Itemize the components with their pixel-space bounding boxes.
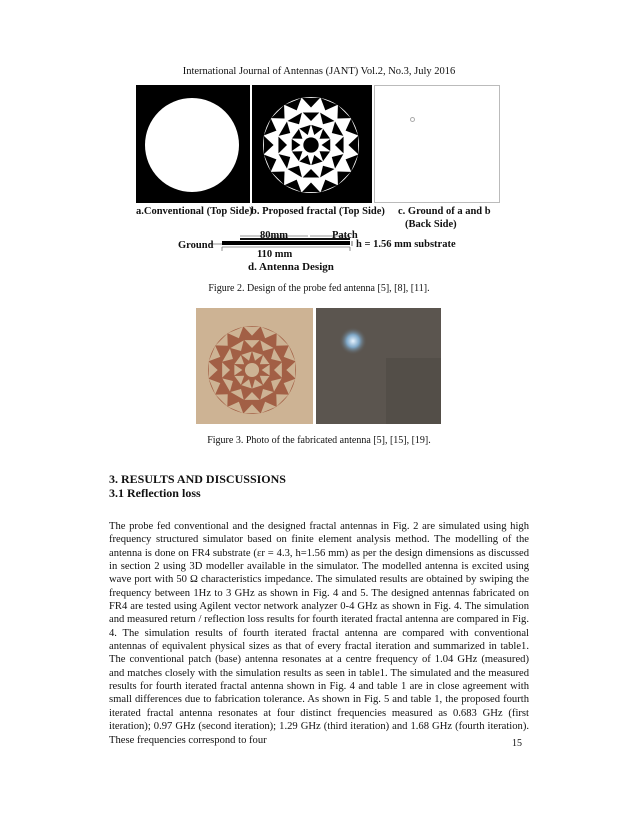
fractal-triangle [271, 105, 284, 118]
fractal-patch-graphic [252, 85, 372, 203]
panel-c-caption-line1: c. Ground of a and b [398, 206, 491, 217]
journal-header: International Journal of Antennas (JANT) Vol.2, No.3, July 2016 [182, 66, 456, 77]
panel-b-caption: b. Proposed fractal (Top Side) [251, 206, 385, 217]
fabricated-ground-photo [316, 308, 441, 424]
conventional-patch-graphic [136, 85, 250, 203]
fractal-triangle [337, 171, 350, 184]
figure3-photo-top [196, 308, 313, 424]
fractal-triangle [271, 171, 284, 184]
fractal-triangle [276, 334, 288, 346]
fractal-triangle [216, 394, 228, 406]
dim-110mm-label: 110 mm [257, 249, 293, 260]
fractal-triangle [337, 105, 350, 118]
figure2-panel-a [136, 85, 250, 203]
figure3-caption: Figure 3. Photo of the fabricated antenna [5], [15], [19]. [207, 435, 431, 446]
figure2-panel-c [374, 85, 500, 203]
dim-substrate-label: h = 1.56 mm substrate [356, 239, 456, 250]
page-number: 15 [512, 738, 522, 749]
panel-c-caption-line2: (Back Side) [405, 219, 457, 230]
figure2-panel-b [252, 85, 372, 203]
dim-80mm-label: 80mm [260, 230, 288, 241]
section-heading: 3. RESULTS AND DISCUSSIONS [109, 472, 286, 486]
dim-patch-label: Patch [332, 230, 358, 241]
fabricated-fractal-photo [196, 308, 313, 424]
panel-d-caption: d. Antenna Design [248, 261, 334, 273]
body-paragraph: The probe fed conventional and the designed fractal antennas in Fig. 2 are simulated using high frequency structured simulator based on finite element analysis method. The modelling of the antenna is done on FR4 substrate (εr = 4.3, h=1.56 mm) as per the design dimensions as discussed in section 2 using 3D modeller available in the simulator. The modelled antenna is excited using wave port with 50 Ω characteristics impedance. The simulated results are obtained by swiping the frequency between 1Hz to 3 GHz as shown in Fig. 4 and 5. The designed antennas fabricated on FR4 are tested using Agilent vector network analyzer 0-4 GHz as shown in Fig. 4. The simulation and measured return / reflection loss results for fourth iterated fractal antenna are compared in Fig. 4. The simulation results of fourth iterated fractal antenna are compared with conventional antennas of equivalent physical sizes as that of every fractal iteration and summarized in table1. The conventional patch (base) antenna resonates at a centre frequency of 1.04 GHz (measured) and matches closely with the simulation results as seen in table1. The simulated and the measured results for fourth iterated fractal antenna shown in Fig. 4 and table 1 are in close agreement with small differences due to fabrication tolerance. As shown in Fig. 5 and table 1, the proposed fourth iterated fractal antenna resonates at four distinct frequencies measured as 0.683 GHz (first iteration); 0.97 GHz (second iteration); 1.29 GHz (third iteration) and 1.68 GHz (fourth iteration). These frequencies correspond to four [109, 521, 529, 746]
figure2-caption: Figure 2. Design of the probe fed antenna [5], [8], [11]. [208, 283, 430, 294]
subsection-heading: 3.1 Reflection loss [109, 486, 201, 500]
fractal-triangle [216, 334, 228, 346]
fractal-triangle [276, 394, 288, 406]
panel-a-caption: a.Conventional (Top Side) [136, 206, 253, 217]
figure3-photo-back [316, 308, 441, 424]
dim-ground-label: Ground [178, 240, 214, 251]
probe-point [410, 117, 415, 122]
